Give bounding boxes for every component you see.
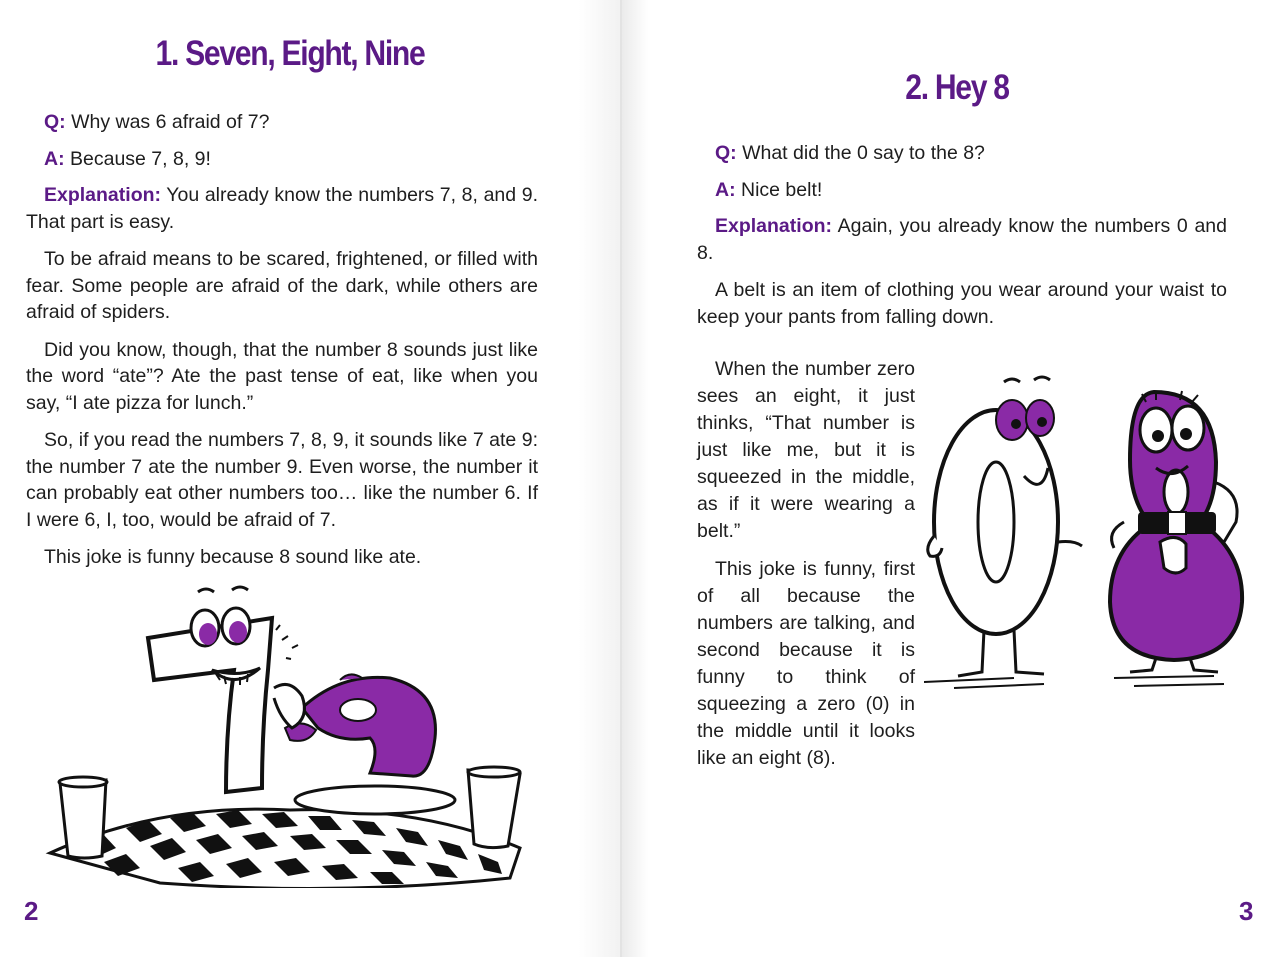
q-label: Q: [715, 142, 737, 164]
q-text: What did the 0 say to the 8? [736, 142, 985, 164]
page-title-seven-eight-nine: 1. Seven, Eight, Nine [155, 34, 425, 73]
zero-character [924, 377, 1082, 688]
a-text: Nice belt! [735, 178, 823, 201]
cup-right [468, 767, 520, 848]
checkered-tablecloth [50, 809, 520, 888]
paragraph-ate: Did you know, though, that the number 8 sounds just like the word “ate”? Ate the past tense of eat, like when you say, “I ate pizza for lunch.” [26, 338, 538, 414]
right-page [622, 0, 1276, 957]
q-label: Q: [44, 111, 66, 133]
a-label: A: [715, 178, 736, 201]
explanation [697, 213, 1227, 266]
belt-buckle [1168, 512, 1186, 534]
seven-eating-nine-illustration [40, 578, 540, 888]
paragraph-conclusion: This joke is funny because 8 sound like ate. [44, 546, 422, 568]
q-text: Why was 6 afraid of 7? [65, 111, 270, 133]
paragraph-belt: A belt is an item of clothing you wear around your waist to keep your pants from falling down. [697, 279, 1227, 328]
paragraph-seven-ate-nine: So, if you read the numbers 7, 8, 9, it sounds like 7 ate 9: the number 7 ate the number 9. Even worse, the number it can probably eat other numbers too… like the number 6. If I were 6, I, too, would be afraid of 7. [26, 429, 538, 531]
cup-left [59, 777, 107, 858]
paragraph-afraid: To be afraid means to be scared, frightened, or filled with fear. Some people are afraid of the dark, while others are afraid of spiders. [26, 248, 538, 323]
zero-and-eight-illustration [924, 372, 1264, 692]
answer [697, 177, 1227, 204]
explanation-label: Explanation: [44, 184, 162, 206]
eight-character [1110, 391, 1242, 686]
left-page [0, 0, 622, 957]
right-body-text [697, 140, 1227, 341]
page-number-left: 2 [24, 896, 39, 926]
question [697, 140, 1227, 167]
a-label: A: [44, 147, 65, 170]
page-number-right: 3 [1239, 896, 1254, 926]
paragraph-zero-thinks: When the number zero sees an eight, it just thinks, “That number is just like me, but it is squeezed in the middle, as if it were wearing a belt.” [697, 358, 915, 542]
question [26, 109, 538, 136]
plate [295, 786, 455, 814]
explanation-text: Again, you already know the numbers 0 and 8. [697, 215, 1227, 264]
paragraph-funny: This joke is funny, first of all because the numbers are talking, and second because it is funny to think of squeezing a zero (0) in the middle until it looks like an eight (8). [697, 558, 915, 769]
nine-character [285, 674, 435, 776]
a-text: Because 7, 8, 9! [64, 147, 211, 170]
seven-character [148, 587, 304, 792]
explanation-label: Explanation: [715, 215, 833, 237]
explanation [26, 182, 538, 235]
answer [26, 146, 538, 173]
left-body-text [26, 109, 538, 582]
right-column-text [697, 356, 915, 783]
page-title-hey-8: 2. Hey 8 [905, 68, 1009, 107]
explanation-text: You already know the numbers 7, 8, and 9. That part is easy. [26, 184, 538, 233]
